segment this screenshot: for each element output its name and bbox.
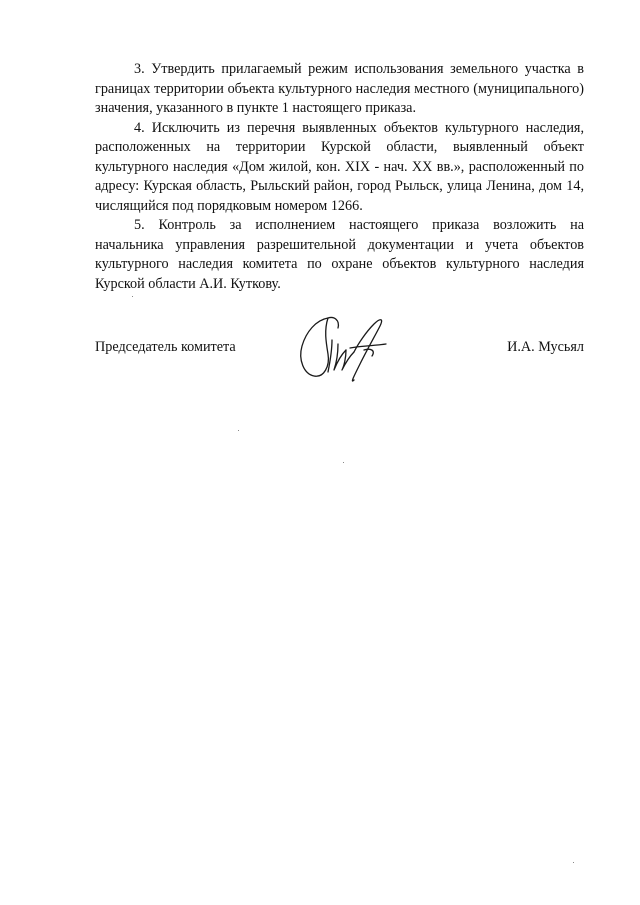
scan-speck [238, 430, 239, 431]
signatory-title: Председатель комитета [95, 339, 236, 355]
scan-speck [343, 462, 344, 463]
handwritten-signature [288, 310, 408, 388]
paragraph-5: 5. Контроль за исполнением настоящего приказа возложить на начальника управления разрешительной документации и учета объектов культурного наследия комитета по охране объектов культурного наследия Курской области А.И. Куткову. [95, 217, 584, 292]
paragraph-4: 4. Исключить из перечня выявленных объектов культурного наследия, расположенных на территории Курской области, выявленный объект культурного наследия «Дом жилой, кон. XIX - нач. XX вв.», расположенный по адресу: Курская область, Рыльский район, город Рыльск, улица Ленина, дом 14, числящийся под порядковым номером 1266. [95, 119, 584, 214]
scan-speck [573, 862, 574, 863]
document-body [95, 60, 584, 294]
scan-speck [132, 296, 133, 297]
paragraph-3: 3. Утвердить прилагаемый режим использования земельного участка в границах территории объекта культурного наследия местного (муниципального) значения, указанного в пункте 1 настоящего приказа. [95, 61, 584, 116]
signatory-name: И.А. Мусьял [507, 339, 584, 355]
